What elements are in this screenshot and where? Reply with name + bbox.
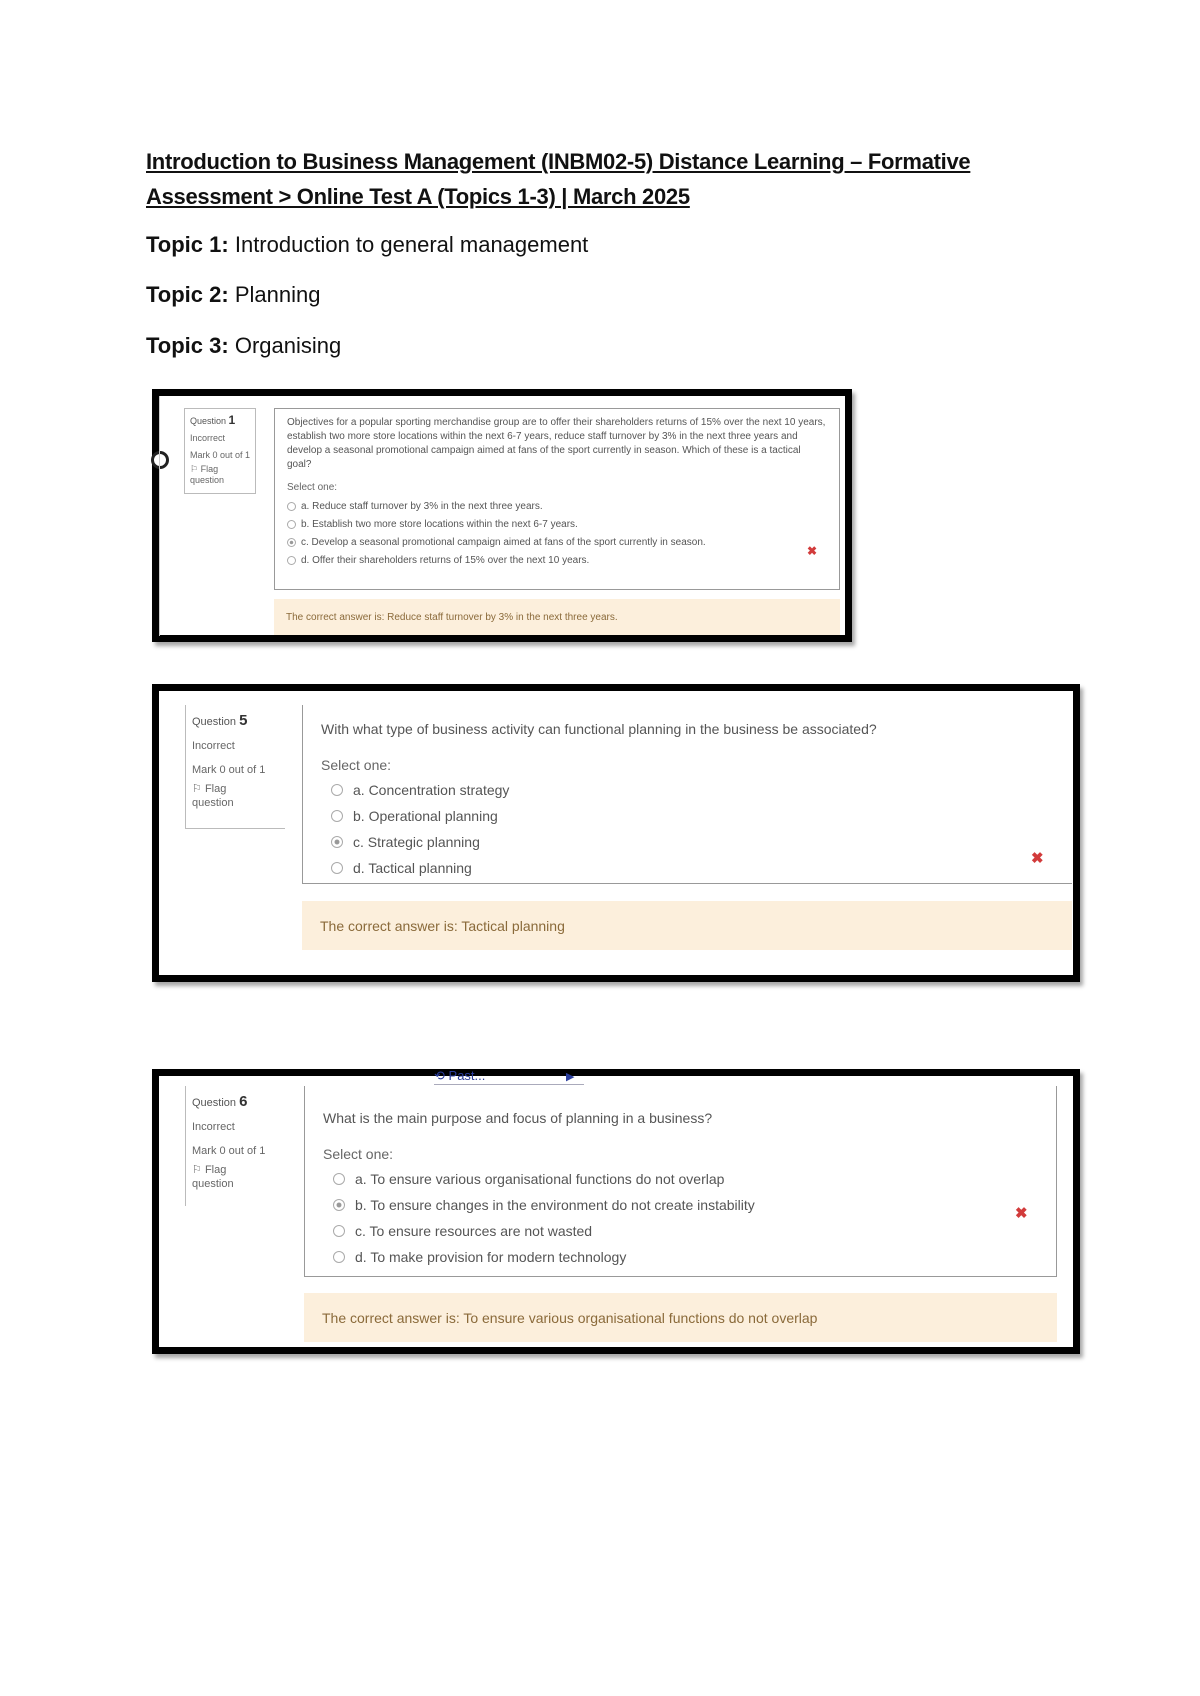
cross-icon: ✖ bbox=[807, 544, 818, 558]
play-arrow-icon[interactable]: ▶ bbox=[566, 1071, 575, 1083]
answer-option-b[interactable]: b. To ensure changes in the environment do not create instability bbox=[323, 1192, 1038, 1218]
radio-button[interactable] bbox=[287, 556, 296, 565]
flag-icon: ⚐ bbox=[190, 464, 199, 474]
radio-button[interactable] bbox=[333, 1173, 345, 1185]
topic-label: Topic 2: bbox=[146, 282, 229, 307]
flag-question-link[interactable]: ⚐ Flag question bbox=[192, 783, 234, 809]
question-number: Question 6 bbox=[192, 1093, 248, 1110]
question-number: Question 5 bbox=[192, 712, 248, 729]
radio-button[interactable] bbox=[333, 1251, 345, 1263]
question-status: Incorrect bbox=[190, 433, 226, 443]
resize-handle[interactable] bbox=[151, 451, 169, 469]
topic-name: Planning bbox=[234, 282, 321, 307]
radio-button[interactable] bbox=[331, 784, 343, 796]
question-content bbox=[302, 705, 1072, 884]
question-status: Incorrect bbox=[192, 1121, 235, 1133]
question-number: Question 1 bbox=[190, 413, 236, 427]
question-5-screenshot bbox=[152, 684, 1080, 982]
flag-icon: ⚐ bbox=[192, 1164, 202, 1176]
question-content bbox=[304, 1086, 1057, 1277]
answer-option-c[interactable]: c. Strategic planning bbox=[321, 829, 1054, 855]
answer-option-a[interactable]: a. To ensure various organisational functions do not overlap bbox=[323, 1166, 1038, 1192]
radio-button[interactable] bbox=[287, 520, 296, 529]
answer-option-b[interactable]: b. Operational planning bbox=[321, 803, 1054, 829]
answer-option-d[interactable]: d. Offer their shareholders returns of 15% over the next 10 years. bbox=[287, 551, 827, 569]
radio-button-selected[interactable] bbox=[333, 1199, 345, 1211]
cross-icon: ✖ bbox=[1015, 1205, 1028, 1222]
flag-question-link[interactable]: ⚐ Flag question bbox=[192, 1164, 234, 1190]
topic-name: Introduction to general management bbox=[234, 232, 589, 257]
question-1-screenshot bbox=[152, 389, 852, 642]
radio-button[interactable] bbox=[333, 1225, 345, 1237]
topic-2 bbox=[146, 282, 320, 308]
topic-name: Organising bbox=[234, 333, 342, 358]
correct-answer-feedback: The correct answer is: Reduce staff turnover by 3% in the next three years. bbox=[274, 599, 840, 635]
paste-chip-label: Past... bbox=[448, 1068, 486, 1083]
cross-icon: ✖ bbox=[1031, 850, 1044, 867]
document-title: Introduction to Business Management (INBM02-5) Distance Learning – Formative Assessment > Online Test A (Topics 1-3) | March 2025 bbox=[146, 149, 971, 209]
topic-3 bbox=[146, 333, 341, 359]
question-mark: Mark 0 out of 1 bbox=[190, 450, 251, 460]
question-info-panel bbox=[185, 1086, 285, 1206]
radio-button[interactable] bbox=[331, 862, 343, 874]
radio-button-selected[interactable] bbox=[331, 836, 343, 848]
answer-option-d[interactable]: d. Tactical planning bbox=[321, 855, 1054, 881]
correct-answer-feedback: The correct answer is: Tactical planning bbox=[302, 901, 1072, 950]
question-info-panel bbox=[185, 705, 285, 829]
question-text: What is the main purpose and focus of planning in a business? bbox=[323, 1110, 713, 1126]
topic-label: Topic 1: bbox=[146, 232, 229, 257]
radio-button[interactable] bbox=[331, 810, 343, 822]
answer-option-b[interactable]: b. Establish two more store locations within the next 6-7 years. bbox=[287, 515, 827, 533]
topic-label: Topic 3: bbox=[146, 333, 229, 358]
paste-options-chip[interactable] bbox=[434, 1068, 584, 1085]
answer-option-a[interactable]: a. Reduce staff turnover by 3% in the next three years. bbox=[287, 497, 827, 515]
answer-option-a[interactable]: a. Concentration strategy bbox=[321, 777, 1054, 803]
paste-icon: ⟲ bbox=[434, 1068, 445, 1083]
answer-option-c[interactable]: c. To ensure resources are not wasted bbox=[323, 1218, 1038, 1244]
question-mark: Mark 0 out of 1 bbox=[192, 1145, 266, 1157]
answer-option-d[interactable]: d. To make provision for modern technology bbox=[323, 1244, 1038, 1270]
select-prompt: Select one: bbox=[323, 1146, 394, 1162]
topic-1 bbox=[146, 232, 588, 258]
question-mark: Mark 0 out of 1 bbox=[192, 764, 266, 776]
radio-button-selected[interactable] bbox=[287, 538, 296, 547]
answer-option-c[interactable]: c. Develop a seasonal promotional campaign aimed at fans of the sport currently in season. bbox=[287, 533, 827, 551]
question-status: Incorrect bbox=[192, 740, 235, 752]
question-6-screenshot bbox=[152, 1069, 1080, 1354]
flag-icon: ⚐ bbox=[192, 783, 202, 795]
correct-answer-feedback: The correct answer is: To ensure various organisational functions do not overlap bbox=[304, 1293, 1057, 1342]
radio-button[interactable] bbox=[287, 502, 296, 511]
question-text: Objectives for a popular sporting merchandise group are to offer their shareholders returns of 15% over the next 10 years, establish two more store locations within the next 6-7 years, reduce staff turnover by 3% in the next three years and develop a seasonal promotional campaign aimed at fans of the sport currently in season. Which of these is a tactical goal? bbox=[287, 417, 826, 470]
question-content bbox=[274, 408, 840, 590]
select-prompt: Select one: bbox=[287, 482, 338, 493]
question-text: With what type of business activity can functional planning in the business be associated? bbox=[321, 721, 877, 737]
flag-question-link[interactable]: ⚐ Flag question bbox=[190, 464, 225, 485]
question-info-panel bbox=[184, 408, 256, 494]
select-prompt: Select one: bbox=[321, 757, 392, 773]
